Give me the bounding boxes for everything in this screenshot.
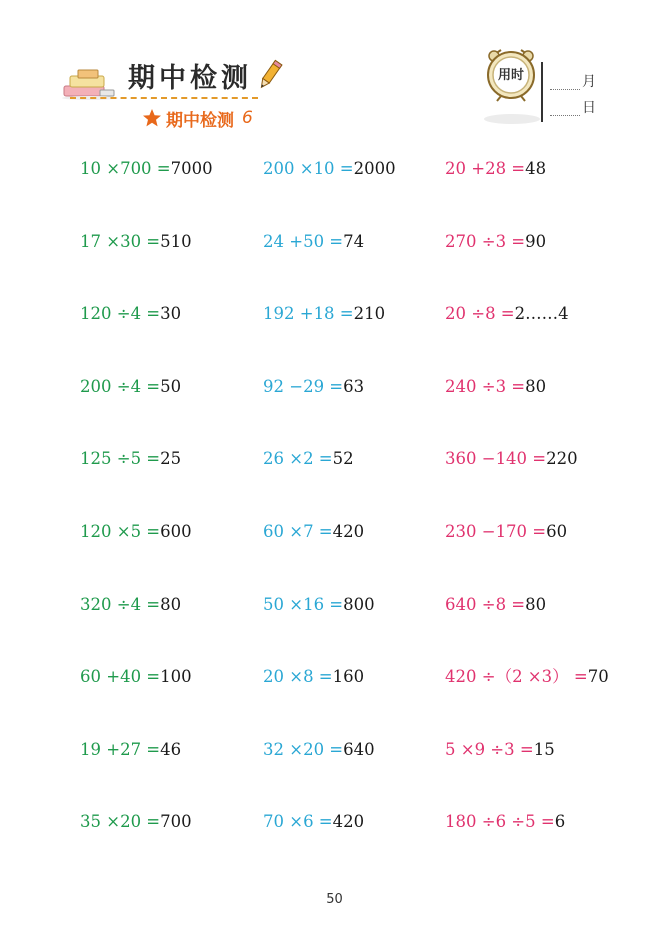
equation-item [263,521,364,543]
equation-question: 5 ×9 ÷3 = [445,739,534,759]
equation-item [80,666,192,688]
equation-item [263,303,385,325]
equation-question: 92 −29 = [263,376,344,396]
equation-answer: 70 [587,667,609,687]
equation-question: 17 ×30 = [80,231,161,251]
equation-item [445,739,555,761]
equation-question: 420 ÷（2 ×3） = [445,667,588,687]
subtitle-text: 期中检测 [166,110,234,131]
equation-question: 32 ×20 = [263,739,344,759]
equation-question: 230 −170 = [445,522,547,541]
equation-answer: 220 [546,449,578,469]
equation-answer: 210 [353,304,386,324]
equation-item [263,158,396,180]
equation-question: 120 ×5 = [80,522,161,541]
equation-question: 26 ×2 = [263,449,333,469]
equation-item [445,666,609,688]
equation-item [445,811,565,833]
equation-answer: 15 [533,739,555,759]
equation-question: 19 +27 = [80,739,161,759]
equation-question: 50 ×16 = [263,594,344,614]
equation-answer: 50 [160,376,182,396]
equation-question: 10 ×700 = [80,159,171,178]
equation-answer: 800 [343,594,375,614]
equation-item [445,158,546,180]
equation-answer: 700 [160,812,192,832]
equation-question: 180 ÷6 ÷5 = [445,812,555,832]
equation-item [445,376,546,398]
equation-item [80,811,192,833]
equation-answer: 74 [343,231,365,251]
equation-answer: 6 [554,812,566,832]
equation-answer: 63 [343,376,365,396]
equation-question: 320 ÷4 = [80,594,161,614]
equation-item [263,594,375,616]
equation-answer: 7000 [170,159,213,178]
equation-item [80,158,213,180]
equation-question: 35 ×20 = [80,812,161,832]
month-label: 月 [582,74,596,90]
equation-answer: 2000 [353,159,396,178]
equation-answer: 100 [160,667,192,687]
equation-item [80,521,192,543]
equation-item [80,739,181,761]
equation-question: 20 ÷8 = [445,304,515,324]
equation-answer: 52 [332,449,354,469]
equation-item [445,231,546,253]
equation-answer: 160 [332,667,365,687]
day-label: 日 [582,100,596,116]
equation-answer: 600 [160,522,192,541]
page-number: 50 [326,892,343,907]
equation-item [263,739,375,761]
equation-answer: 510 [160,231,192,251]
equation-item [445,521,567,543]
equation-item [263,666,364,688]
equation-question: 24 +50 = [263,231,344,251]
equation-question: 200 ×10 = [263,159,354,178]
equation-answer: 48 [525,159,547,178]
equation-answer: 420 [332,522,365,541]
equation-question: 640 ÷8 = [445,594,526,614]
equation-answer: 25 [160,449,182,469]
equation-question: 192 +18 = [263,304,354,324]
time-spent-label: 用时 [497,68,524,83]
equation-question: 20 ×8 = [263,667,333,687]
equation-question: 60 ×7 = [263,522,333,541]
equation-item [445,448,578,470]
equation-item [80,376,181,398]
equation-item [263,448,354,470]
equation-question: 270 ÷3 = [445,231,526,251]
equation-item [445,303,569,325]
equation-question: 200 ÷4 = [80,376,161,396]
equation-answer: 420 [332,812,365,832]
subtitle-number: 6 [242,108,253,128]
equation-question: 70 ×6 = [263,812,333,832]
page-title: 期中检测 [128,63,252,94]
equation-question: 20 +28 = [445,159,526,178]
equation-answer: 80 [525,594,547,614]
equation-item [263,811,364,833]
equation-answer: 2……4 [514,304,569,324]
equation-question: 120 ÷4 = [80,304,161,324]
equation-answer: 80 [525,376,547,396]
equation-question: 240 ÷3 = [445,376,526,396]
equation-answer: 640 [343,739,375,759]
equation-answer: 46 [160,739,182,759]
equation-answer: 90 [525,231,547,251]
equation-item [80,231,192,253]
equation-answer: 80 [160,594,182,614]
equation-item [263,376,364,398]
equation-question: 360 −140 = [445,449,547,469]
equation-item [80,303,181,325]
equation-answer: 60 [546,522,568,541]
equation-answer: 30 [160,304,182,324]
equation-item [80,594,181,616]
equation-question: 125 ÷5 = [80,449,161,469]
equation-item [80,448,181,470]
equation-item [263,231,364,253]
equation-item [445,594,546,616]
equation-question: 60 +40 = [80,667,161,687]
